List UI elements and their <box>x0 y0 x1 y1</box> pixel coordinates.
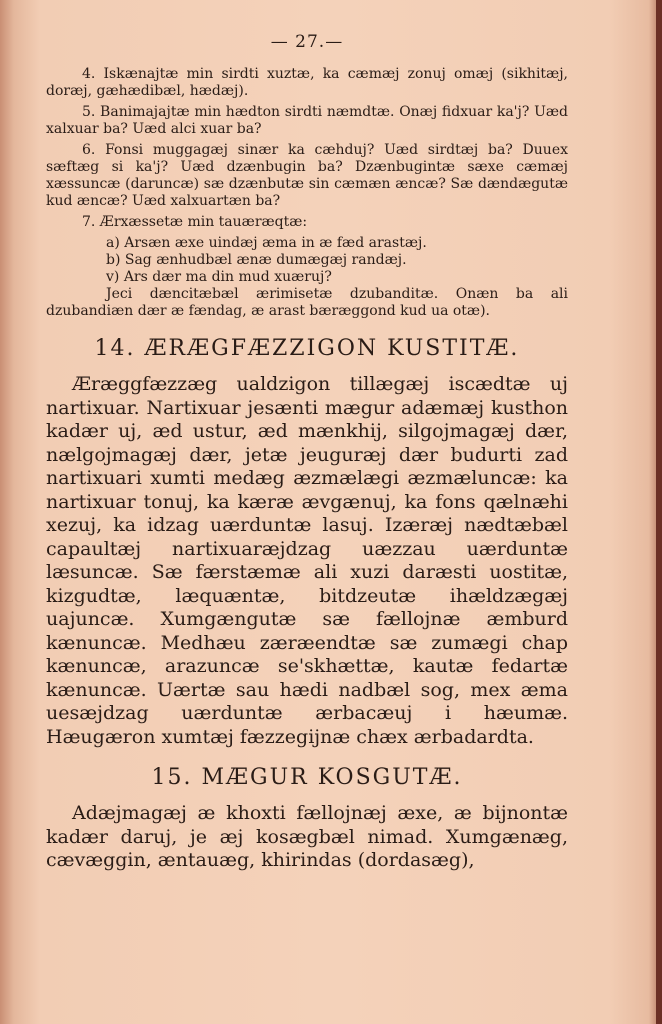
list-item: a) Arsæn æxe uindæj æma in æ fæd arastæj. <box>106 235 427 251</box>
section-15-body <box>46 802 568 873</box>
page-number: — 27.— <box>270 32 344 52</box>
section-14-text: Æræggfæzzæg ualdzigon tillægæj iscædtæ uj nartixuar. Nartixuar jesænti mægur adæmæj kusthon kadær uj, æd ustur, æd mænkhij, silgojmagæj dær, nælgojmagæj dær, jetæ jeuguræj dær budurti zad nartixuari xumti medæg æzmælægi æzmæluncæ: ka nartixuar tonuj, ka kæræ ævgænuj, ka fons qælnæhi xezuj, ka idzag uærduntæ lasuj. Izæræj nædtæbæl capaultæj nartixuaræjdzag uæzzau uærduntæ læsuncæ. Sæ færstæmæ ali xuzi daræsti uostitæ, kizgudtæ, læquæntæ, bitdzeutæ ihældzægæj uajuncæ. Xumgængutæ sæ fællojnæ æmburd kænuncæ. Medhæu zæræendtæ sæ zumægi chap kænuncæ, arazuncæ se'skhættæ, kautæ fedartæ kænuncæ. Uærtæ sau hædi nadbæl sog, mex æma uesæjdzag uærduntæ ærbacæuj i hæumæ. Hæugæron xumtæj fæzzegijnæ chæx ærbadardta. <box>46 373 568 748</box>
section-15-title: 15. MÆGUR KOSGUTÆ. <box>151 765 463 790</box>
exercise-tail: Jeci dæncitæbæl ærimisetæ dzubanditæ. Onæn ba ali dzubandiæn dær æ fændag, æ arast bæræggond kud ua otæ). <box>46 286 568 319</box>
page-content <box>46 32 568 873</box>
exercise-item-5: 5. Banimajajtæ min hædton sirdti næmdtæ. Onæj fidxuar ka'j? Uæd xalxuar ba? Uæd alci xuar ba? <box>46 104 568 137</box>
section-15-text: Adæjmagæj æ khoxti fællojnæj æxe, æ bijnontæ kadær daruj, je æj kosægbæl nimad. Xumgænæg, cævæggin, æntauæg, khirindas (dordasæg), <box>46 802 568 871</box>
list-item: b) Sag ænhudbæl ænæ dumægæj randæj. <box>106 252 407 268</box>
exercise-item-6: 6. Fonsi muggagæj sinær ka cæhduj? Uæd sirdtæj ba? Duuex sæftæg si ka'j? Uæd dzænbugin ba? Dzænbugintæ sæxe cæmæj xæssuncæ (daruncæ) sæ dzænbutæ sin cæmæn æncæ? Sæ dændægutæ kud æncæ? Uæd xalxuartæn ba? <box>46 142 568 209</box>
exercise-item-7: 7. Ærxæssetæ min tauæræqtæ: <box>82 214 308 230</box>
exercise-block <box>46 66 568 320</box>
section-14-title: 14. ÆRÆGFÆZZIGON KUSTITÆ. <box>94 336 520 361</box>
sentence-list <box>106 235 568 286</box>
exercise-item-4: 4. Iskænajtæ min sirdti xuztæ, ka cæmæj zonuj omæj (sikhitæj, doræj, gæhædibæl, hædæj). <box>46 66 568 99</box>
section-14-body <box>46 373 568 749</box>
list-item: v) Ars dær ma din mud xuæruj? <box>106 269 332 285</box>
page-edge <box>656 0 662 1024</box>
